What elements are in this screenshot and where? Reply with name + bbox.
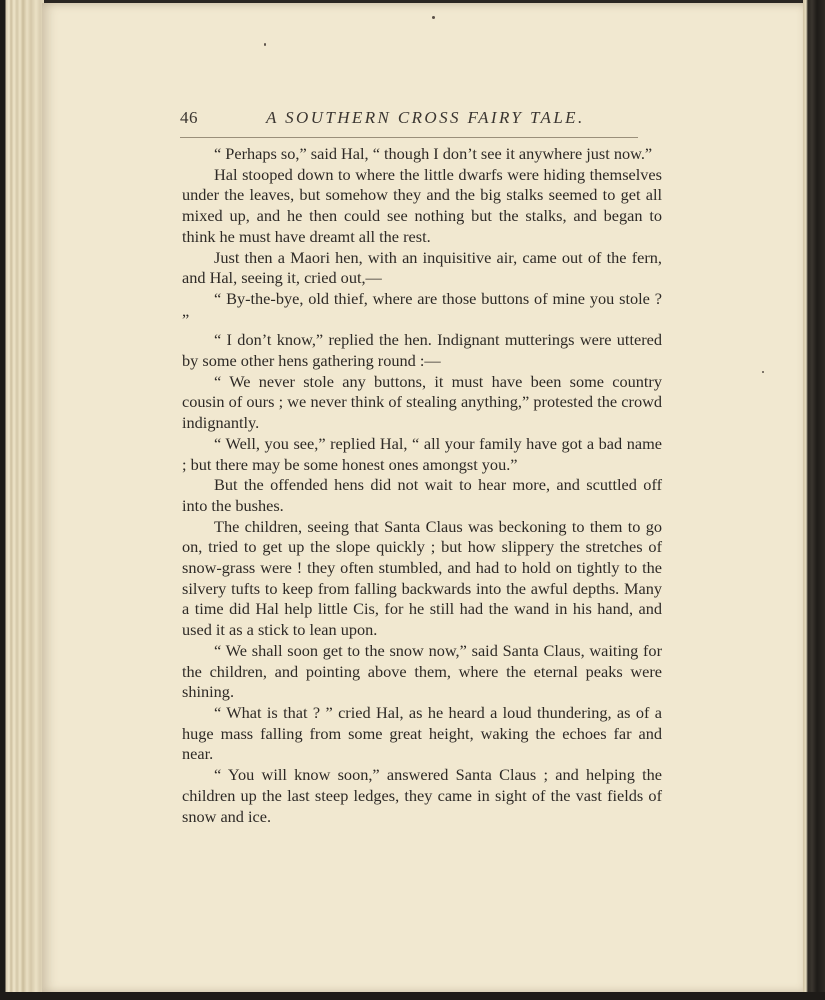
running-header xyxy=(180,105,638,138)
paragraph: But the offended hens did not wait to hear more, and scuttled off into the bushes. xyxy=(182,475,662,515)
paragraph: “ We never stole any buttons, it must have been some country cousin of ours ; we never think of stealing anything,” protested the crowd indignantly. xyxy=(182,371,662,433)
ink-speck xyxy=(762,371,764,373)
paragraph: “ Well, you see,” replied Hal, “ all your family have got a bad name ; but there may be some honest ones amongst you.” xyxy=(182,433,662,474)
page-number: 46 xyxy=(180,108,198,127)
binding-edge xyxy=(803,0,825,1000)
paragraph: “ Perhaps so,” said Hal, “ though I don’t see it anywhere just now.” xyxy=(214,144,653,163)
body-text xyxy=(182,144,662,827)
ink-speck xyxy=(432,16,435,19)
bottom-edge xyxy=(0,992,825,1000)
paragraph: “ I don’t know,” replied the hen. Indignant mutterings were uttered by some other hens gathering round :— xyxy=(182,330,662,371)
paragraph: The children, seeing that Santa Claus was beckoning to them to go on, tried to get up the slope quickly ; but how slippery the stretches of snow-grass were ! they often stumbled, and had to hold on tightly to the silvery tufts to keep from falling backwards into the awful depths. Many a time did Hal help little Cis, for he still had the wand in his hand, and used it as a stick to lean upon. xyxy=(182,516,662,640)
page-stack-edge xyxy=(0,0,44,1000)
paragraph: “ You will know soon,” answered Santa Claus ; and helping the children up the last steep ledges, they came in sight of the vast fields of snow and ice. xyxy=(182,765,662,826)
paragraph: “ By-the-bye, old thief, where are those buttons of mine you stole ? ” xyxy=(182,288,662,329)
running-title: A SOUTHERN CROSS FAIRY TALE. xyxy=(266,108,585,127)
paragraph: “ We shall soon get to the snow now,” said Santa Claus, waiting for the children, and pointing above them, where the eternal peaks were shining. xyxy=(182,640,662,702)
ink-speck xyxy=(264,43,266,46)
paragraph: Just then a Maori hen, with an inquisitive air, came out of the fern, and Hal, seeing it, cried out,— xyxy=(182,247,662,288)
paragraph: “ What is that ? ” cried Hal, as he heard a loud thundering, as of a huge mass falling from some great height, waking the echoes far and near. xyxy=(182,702,662,764)
paragraph: Hal stooped down to where the little dwarfs were hiding themselves under the leaves, but somehow they and the big stalks seemed to get all mixed up, and he then could see nothing but the stalks, and began to think he must have dreamt all the rest. xyxy=(182,164,662,246)
